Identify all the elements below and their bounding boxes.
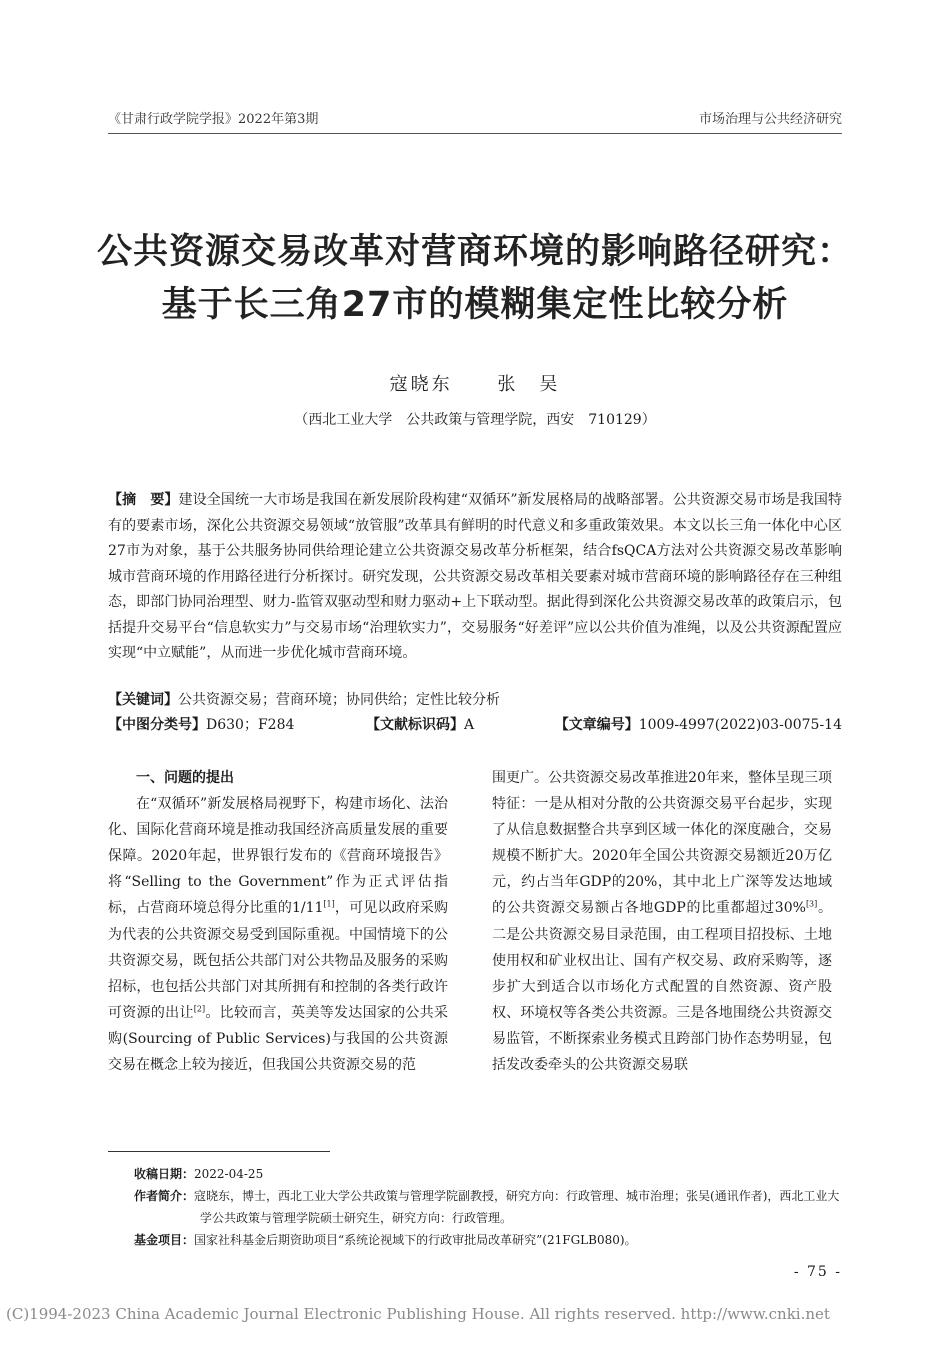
clc-label: 【中图分类号】 (108, 717, 206, 733)
article-number (555, 713, 842, 738)
footnote-divider (108, 1151, 330, 1152)
clc-value: D630；F284 (206, 717, 295, 733)
header-divider (108, 133, 842, 134)
abstract (108, 488, 842, 667)
art-label: 【文章编号】 (554, 717, 639, 733)
author-bio (134, 1185, 842, 1229)
copyright-watermark: (C)1994-2023 China Academic Journal Electronic Publishing House. All rights reserved. http://www.cnki.net (6, 1305, 830, 1323)
paragraph-text: 围更广。公共资源交易改革推进20年来，整体呈现三项特征：一是从相对分散的公共资源交易平台起步，实现了从信息数据整合共享到区域一体化的深度融合，交易规模不断扩大。2020年全国公共资源交易额近20万亿元，约占当年GDP的20%，其中北上广深等发达地域的公共资源交易额占各地GDP的比重都超过30% (492, 770, 832, 917)
citation-2[interactable]: [2] (193, 1004, 206, 1014)
paragraph-text: 。二是公共资源交易目录范围，由工程项目招投标、土地使用权和矿业权出让、国有产权交易、政府采购等，逐步扩大到适合以市场化方式配置的自然资源、资产股权、环境权等各类公共资源。三是各地围绕公共资源交易监管，不断探索业务模式且跨部门协作态势明显，包括发改委牵头的公共资源交易联 (492, 900, 833, 1074)
author-bio-text: 寇晓东，博士，西北工业大学公共政策与管理学院副教授，研究方向：行政管理、城市治理；张吴(通讯作者)，西北工业大学公共政策与管理学院硕士研究生，研究方向：行政管理。 (194, 1189, 840, 1225)
fund-info (134, 1229, 842, 1251)
column-name: 市场治理与公共经济研究 (698, 112, 842, 127)
abstract-label: 【摘 要】 (108, 492, 179, 508)
classification-row (108, 713, 842, 738)
affiliation: （西北工业大学 公共政策与管理学院，西安 710129） (294, 412, 656, 428)
journal-name: 《甘肃行政学院学报》2022年第3期 (108, 112, 319, 127)
body-column-right (492, 765, 832, 1078)
received-date (134, 1163, 842, 1185)
fund-value: 国家社科基金后期资助项目“系统论视域下的行政审批局改革研究”(21FGLB080)。 (194, 1233, 637, 1247)
paragraph (108, 791, 448, 1078)
footnotes (134, 1163, 842, 1251)
page-number: - 75 - (793, 1264, 842, 1280)
keywords-text: 公共资源交易；营商环境；协同供给；定性比较分析 (178, 692, 500, 708)
citation-1[interactable]: [1] (323, 899, 335, 909)
received-label: 收稿日期： (134, 1167, 195, 1181)
running-header (108, 108, 842, 130)
clc-code (108, 713, 294, 738)
keywords (108, 688, 842, 713)
keywords-label: 【关键词】 (108, 692, 178, 708)
body-column-left (108, 765, 448, 1078)
paragraph-text: 在“双循环”新发展格局视野下，构建市场化、法治化、国际化营商环境是推动我国经济高质量发展的重要保障。2020年起，世界银行发布的《营商环境报告》将“Selling to the Government”作为正式评估指标，占营商环境总得分比重的1/11 (108, 796, 448, 917)
paragraph-text: 。比较而言，英美等发达国家的公共采购(Sourcing of Public Services)与我国的公共资源交易在概念上较为接近，但我国公共资源交易的范 (108, 1004, 449, 1074)
document-code (366, 713, 474, 738)
section-heading: 一、问题的提出 (136, 770, 234, 786)
abstract-text: 建设全国统一大市场是我国在新发展阶段构建“双循环”新发展格局的战略部署。公共资源交易市场是我国特有的要素市场，深化公共资源交易领域“放管服”改革具有鲜明的时代意义和多重政策效果。本文以长三角一体化中心区27市为对象，基于公共服务协同供给理论建立公共资源交易改革分析框架，结合fsQCA方法对公共资源交易改革影响城市营商环境的作用路径进行分析探讨。研究发现，公共资源交易改革相关要素对城市营商环境的影响路径存在三种组态，即部门协同治理型、财力-监管双驱动型和财力驱动+上下联动型。据此得到深化公共资源交易改革的政策启示，包括提升交易平台“信息软实力”与交易市场“治理软实力”，交易服务“好差评”应以公共价值为准绳，以及公共资源配置应实现“中立赋能”，从而进一步优化城市营商环境。 (108, 492, 842, 661)
doc-value: A (464, 717, 475, 733)
author-1: 寇晓东 (389, 374, 453, 395)
author-list (0, 370, 950, 396)
title-line-2: 基于长三角27市的模糊集定性比较分析 (161, 285, 789, 325)
fund-label: 基金项目： (134, 1233, 195, 1247)
author-bio-label: 作者简介： (134, 1189, 195, 1203)
title-line-1: 公共资源交易改革对营商环境的影响路径研究： (96, 232, 853, 272)
citation-3[interactable]: [3] (805, 899, 818, 909)
author-2: 张 吴 (497, 374, 561, 395)
art-value: 1009-4997(2022)03-0075-14 (638, 717, 842, 733)
received-value: 2022-04-25 (194, 1167, 264, 1181)
paragraph-text: ，可见以政府采购为代表的公共资源交易受到国际重视。中国情境下的公共资源交易，既包括公共部门对公共物品及服务的采购招标，也包括公共部门对其所拥有和控制的各类行政许可资源的出让 (108, 900, 448, 1021)
paragraph (492, 765, 832, 1078)
doc-label: 【文献标识码】 (366, 717, 464, 733)
paper-title (60, 226, 890, 332)
